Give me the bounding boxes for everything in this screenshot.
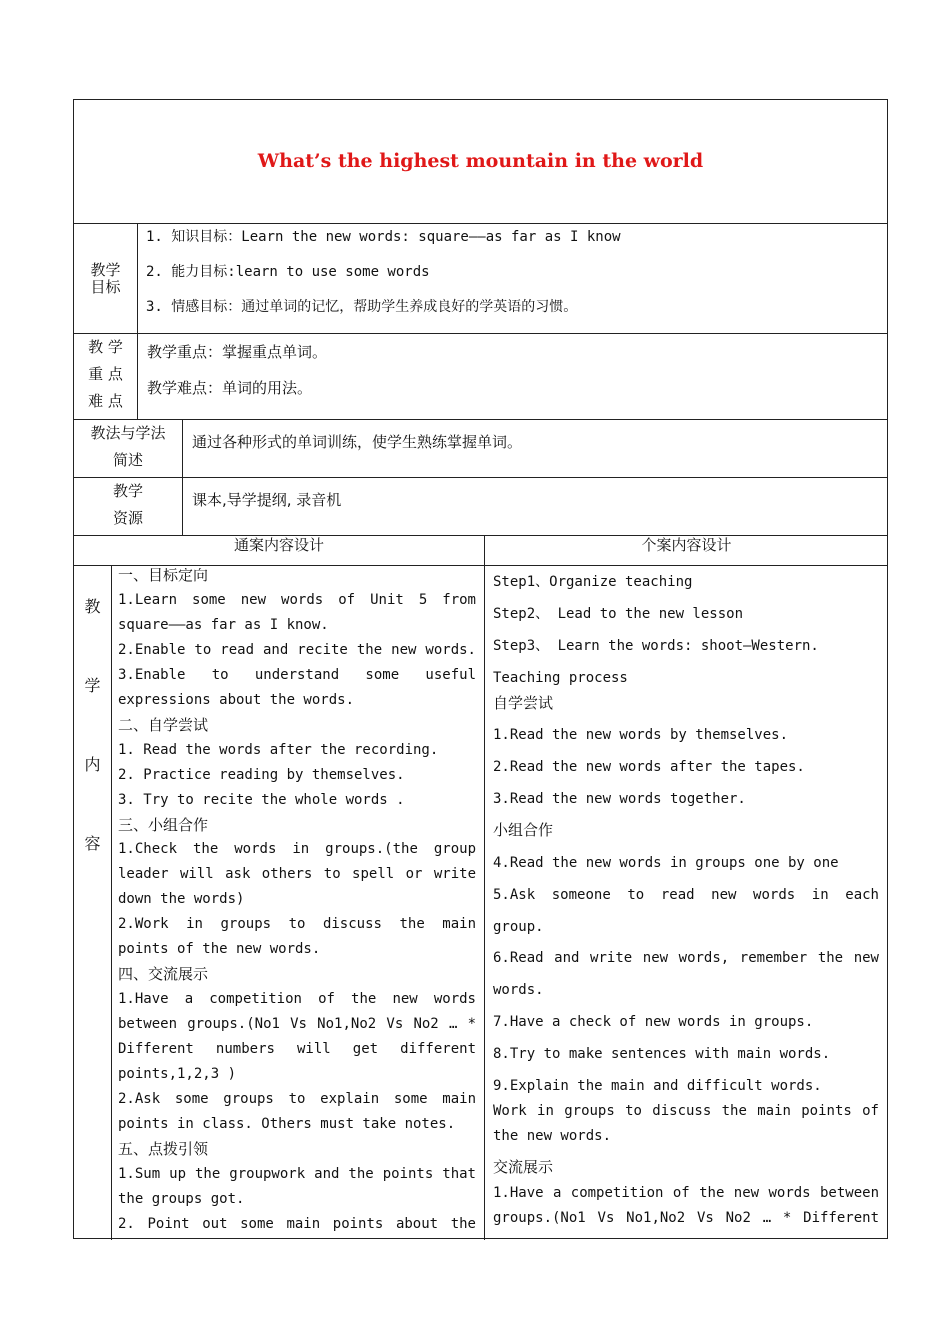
individual-design-line: 6.Read and write new words, remember the new	[493, 950, 879, 966]
objective-emotion: 3. 情感目标：通过单词的记忆，帮助学生养成良好的学英语的习惯。	[146, 299, 578, 315]
common-design-line: 2. Practice reading by themselves.	[118, 766, 405, 783]
row-divider	[74, 223, 887, 224]
objectives-label-line: 目标	[90, 278, 121, 297]
methods-label	[74, 420, 182, 474]
individual-design-line: 小组合作	[493, 821, 554, 839]
key-points-label-line: 教 学	[88, 338, 123, 356]
col-divider	[111, 565, 112, 1240]
individual-design-line: 3.Read the new words together.	[493, 791, 746, 807]
individual-design-line: 2.Read the new words after the tapes.	[493, 759, 805, 775]
common-design-line: points,1,2,3 )	[118, 1066, 237, 1082]
difficult-point: 教学难点：单词的用法。	[147, 379, 313, 397]
common-design-line: 五、点拨引领	[118, 1139, 209, 1158]
individual-design-line: words.	[493, 982, 544, 998]
col-divider	[484, 535, 485, 1240]
individual-design-line: 8.Try to make sentences with main words.	[493, 1046, 831, 1062]
col-divider	[182, 419, 183, 535]
objectives-label-line: 教学	[90, 261, 121, 279]
common-design-line: 2.Work in groups to discuss the main	[118, 916, 476, 933]
resources-label-line: 资源	[112, 509, 143, 527]
individual-design-line: 交流展示	[493, 1158, 554, 1176]
common-design-line: square——as far as I know.	[118, 616, 329, 633]
individual-design-line: Step3、 Learn the words: shoot—Western.	[493, 638, 819, 654]
individual-design-line: group.	[493, 919, 544, 935]
lesson-plan-table	[73, 99, 888, 1239]
individual-design-line: groups.(No1 Vs No1,No2 Vs No2 … * Different	[493, 1210, 879, 1226]
common-design-line: 一、目标定向	[118, 568, 209, 584]
common-design-line: Different numbers will get different	[118, 1041, 476, 1058]
common-design-content	[118, 568, 476, 1238]
side-label-char: 学	[84, 676, 101, 695]
common-design-line: 1.Check the words in groups.(the group	[118, 841, 476, 858]
common-design-line: 2.Ask some groups to explain some main	[118, 1090, 476, 1107]
common-design-line: down the words)	[118, 891, 245, 908]
common-design-line: 三、小组合作	[118, 815, 209, 834]
row-divider	[74, 535, 887, 536]
side-label-char: 容	[84, 834, 101, 853]
methods-text: 通过各种形式的单词训练，使学生熟练掌握单词。	[192, 433, 523, 451]
key-points-label-line: 重 点	[88, 365, 123, 383]
common-design-line: points in class. Others must take notes.	[118, 1115, 456, 1132]
common-design-line: the groups got.	[118, 1190, 245, 1207]
key-points-label-line: 难 点	[88, 392, 123, 410]
resources-label	[74, 478, 182, 532]
individual-design-line: the new words.	[493, 1128, 612, 1144]
objective-ability: 2. 能力目标:learn to use some words	[146, 264, 430, 280]
objectives-label	[74, 262, 137, 297]
common-design-line: 1.Learn some new words of Unit 5 from	[118, 591, 476, 608]
methods-label-line: 简述	[112, 451, 143, 469]
common-design-line: 2.Enable to read and recite the new words.	[118, 641, 476, 658]
individual-design-line: 1.Read the new words by themselves.	[493, 727, 789, 743]
key-points-label	[74, 334, 137, 415]
individual-design-line: Step1、Organize teaching	[493, 575, 693, 590]
col-divider	[137, 223, 138, 419]
common-design-line: points of the new words.	[118, 941, 321, 958]
individual-design-line: 自学尝试	[493, 694, 554, 712]
individual-design-content	[493, 575, 879, 1238]
resources-text: 课本,导学提纲, 录音机	[192, 491, 342, 509]
common-design-line: between groups.(No1 Vs No1,No2 Vs No2 … *	[118, 1016, 476, 1033]
resources-label-line: 教学	[112, 482, 143, 500]
objective-knowledge: 1. 知识目标：Learn the new words: square——as far as I know	[146, 229, 621, 245]
common-design-line: expressions about the words.	[118, 691, 355, 708]
row-divider	[74, 333, 887, 334]
side-label-char: 内	[84, 755, 101, 774]
page-title: What’s the highest mountain in the world	[257, 150, 704, 172]
common-design-line: 3. Try to recite the whole words .	[118, 791, 405, 808]
key-point: 教学重点：掌握重点单词。	[147, 343, 328, 361]
common-design-line: leader will ask others to spell or write	[118, 866, 476, 883]
common-design-line: 四、交流展示	[118, 965, 209, 984]
individual-design-line: 1.Have a competition of the new words between	[493, 1185, 879, 1201]
methods-label-line: 教法与学法	[90, 424, 166, 442]
individual-design-line: 7.Have a check of new words in groups.	[493, 1014, 814, 1030]
common-design-line: 二、自学尝试	[118, 715, 209, 734]
individual-design-header: 个案内容设计	[641, 536, 732, 554]
common-design-line: 1.Have a competition of the new words	[118, 991, 476, 1008]
common-design-header: 通案内容设计	[233, 536, 324, 554]
individual-design-line: 4.Read the new words in groups one by one	[493, 855, 839, 871]
teaching-content-label	[74, 567, 111, 883]
individual-design-line: Teaching process	[493, 670, 628, 686]
individual-design-line: 5.Ask someone to read new words in each	[493, 887, 879, 903]
common-design-line: 3.Enable to understand some useful	[118, 666, 476, 683]
common-design-line: 2. Point out some main points about the	[118, 1215, 476, 1232]
row-divider	[74, 419, 887, 420]
row-divider	[74, 565, 887, 566]
common-design-line: 1. Read the words after the recording.	[118, 741, 439, 758]
common-design-line: 1.Sum up the groupwork and the points that	[118, 1165, 476, 1182]
row-divider	[74, 477, 887, 478]
individual-design-line: 9.Explain the main and difficult words.	[493, 1078, 822, 1094]
side-label-char: 教	[84, 597, 101, 616]
individual-design-line: Step2、 Lead to the new lesson	[493, 606, 744, 622]
individual-design-line: Work in groups to discuss the main points of	[493, 1103, 879, 1119]
